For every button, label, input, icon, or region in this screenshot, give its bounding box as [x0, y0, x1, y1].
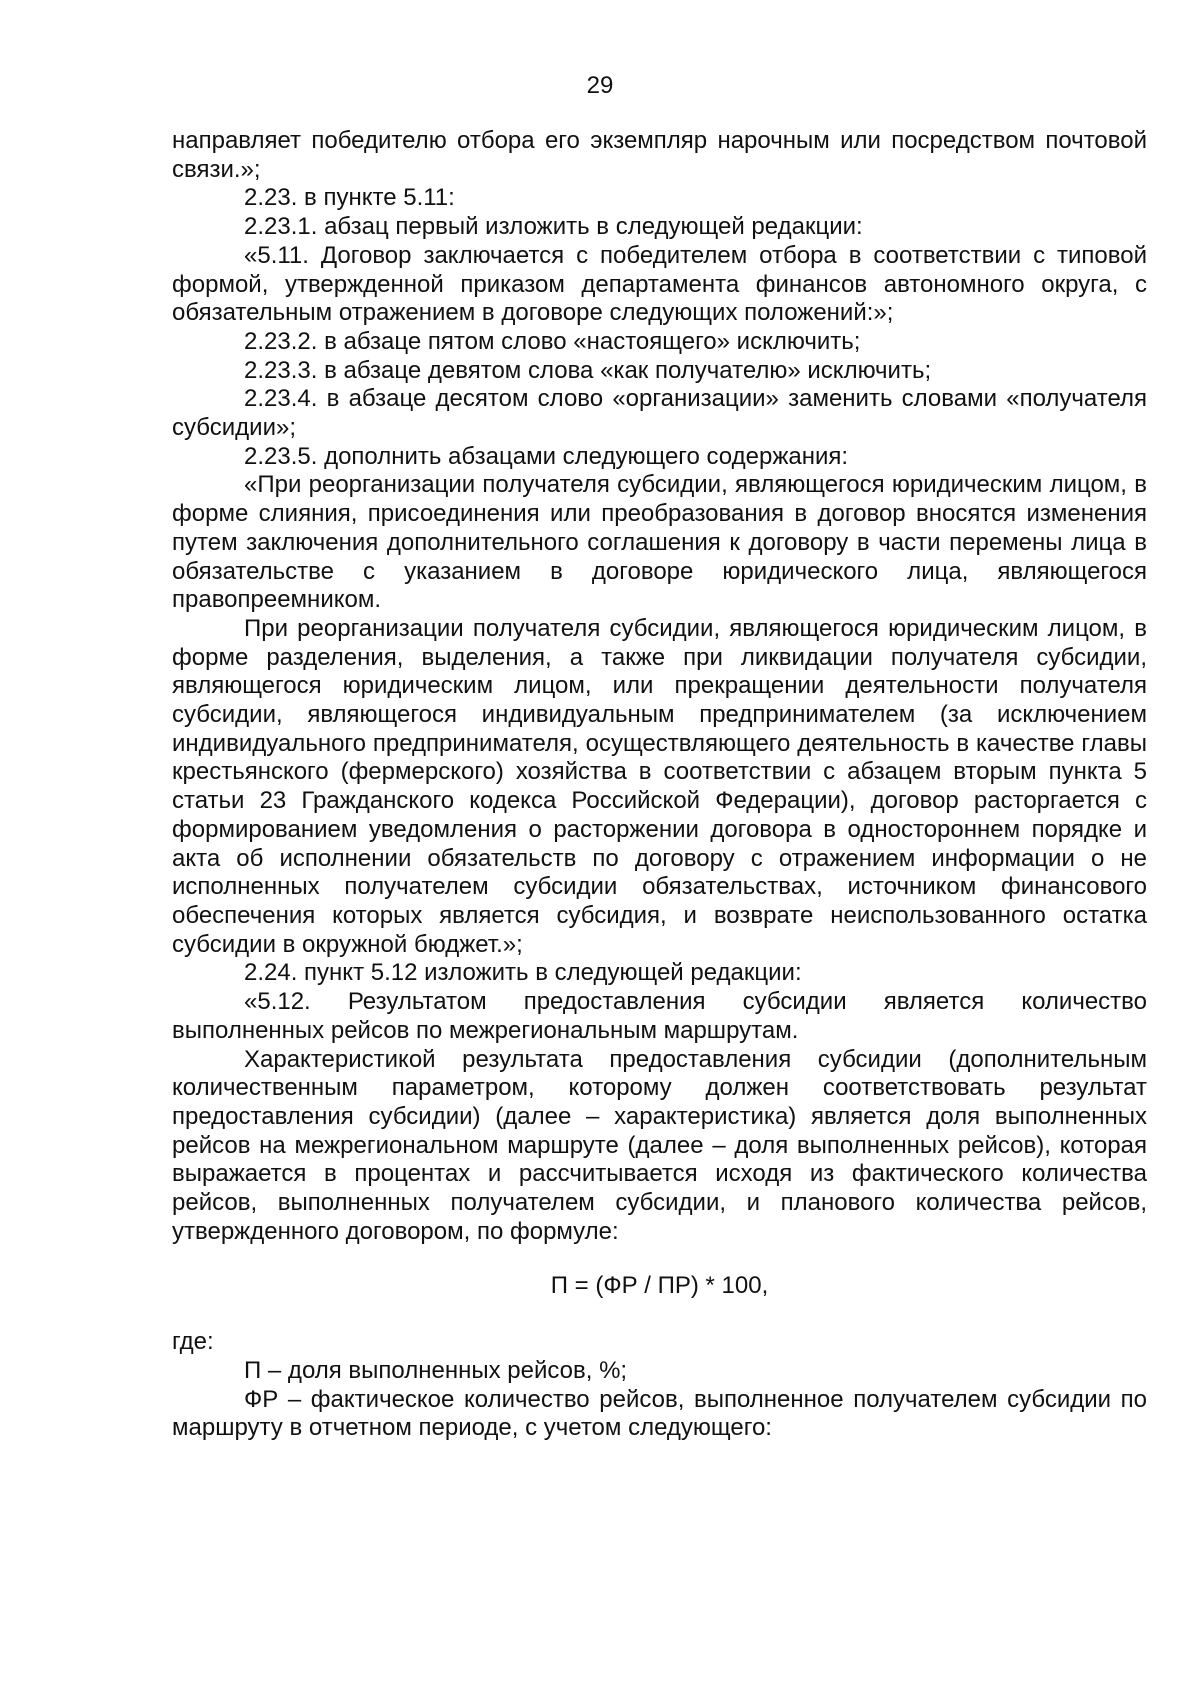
paragraph-clause-5-11: «5.11. Договор заключается с победителем отбора в соответствии с типовой формой, утвержденной приказом департамента финансов автономного округа, с обязательным отражением в договоре следующих положений:»;	[172, 241, 1147, 327]
paragraph-clause-5-12: «5.12. Результатом предоставления субсидии является количество выполненных рейсов по межрегиональным маршрутам.	[172, 988, 1147, 1044]
paragraph-item-2-23-4: 2.23.4. в абзаце десятом слово «организации» заменить словами «получателя субсидии»;	[172, 385, 1147, 442]
paragraph-item-2-23: 2.23. в пункте 5.11:	[244, 184, 455, 212]
paragraph-item-2-24: 2.24. пункт 5.12 изложить в следующей редакции:	[244, 959, 802, 987]
document-body	[172, 127, 1147, 1443]
paragraph-item-2-23-2: 2.23.2. в абзаце пятом слово «настоящего» исключить;	[244, 327, 861, 355]
definition-p: П – доля выполненных рейсов, %;	[244, 1356, 628, 1384]
paragraph-reorganization-merger: «При реорганизации получателя субсидии, являющегося юридическим лицом, в форме слияния, присоединения или преобразования в договор вносятся изменения путем заключения дополнительного соглашения к договору в части перемены лица в обязательстве с указанием в договоре юридического лица, являющегося правопреемником.	[172, 471, 1147, 614]
paragraph-reorganization-division: При реорганизации получателя субсидии, являющегося юридическим лицом, в форме разделения, выделения, а также при ликвидации получателя субсидии, являющегося юридическим лицом, или прекращении деятельности получателя субсидии, являющегося индивидуальным предпринимателем (за исключением индивидуального предпринимателя, осуществляющего деятельность в качестве главы крестьянского (фермерского) хозяйства в соответствии с абзацем вторым пункта 5 статьи 23 Гражданского кодекса Российской Федерации), договор расторгается с формированием уведомления о расторжении договора в одностороннем порядке и акта об исполнении обязательств по договору с отражением информации о не исполненных получателем субсидии обязательствах, источником финансового обеспечения которых является субсидия, и возврате неиспользованного остатка субсидии в окружной бюджет.»;	[172, 614, 1147, 958]
paragraph-item-2-23-3: 2.23.3. в абзаце девятом слова «как получателю» исключить;	[244, 356, 932, 384]
definition-fr: ФР – фактическое количество рейсов, выполненное получателем субсидии по маршруту в отчетном периоде, с учетом следующего:	[172, 1385, 1147, 1442]
formula: П = (ФР / ПР) * 100,	[550, 1272, 769, 1300]
where-label: где:	[172, 1328, 214, 1356]
paragraph-item-2-23-5: 2.23.5. дополнить абзацами следующего содержания:	[244, 442, 849, 470]
paragraph-continuation: направляет победителю отбора его экземпляр нарочным или посредством почтовой связи.»;	[172, 127, 1147, 183]
page-number: 29	[586, 72, 614, 99]
paragraph-item-2-23-1: 2.23.1. абзац первый изложить в следующей редакции:	[244, 213, 863, 241]
paragraph-result-characteristic: Характеристикой результата предоставления субсидии (дополнительным количественным параметром, которому должен соответствовать результат предоставления субсидии) (далее – характеристика) является доля выполненных рейсов на межрегиональном маршруте (далее – доля выполненных рейсов), которая выражается в процентах и рассчитывается исходя из фактического количества рейсов, выполненных получателем субсидии, и планового количества рейсов, утвержденного договором, по формуле:	[172, 1045, 1147, 1245]
